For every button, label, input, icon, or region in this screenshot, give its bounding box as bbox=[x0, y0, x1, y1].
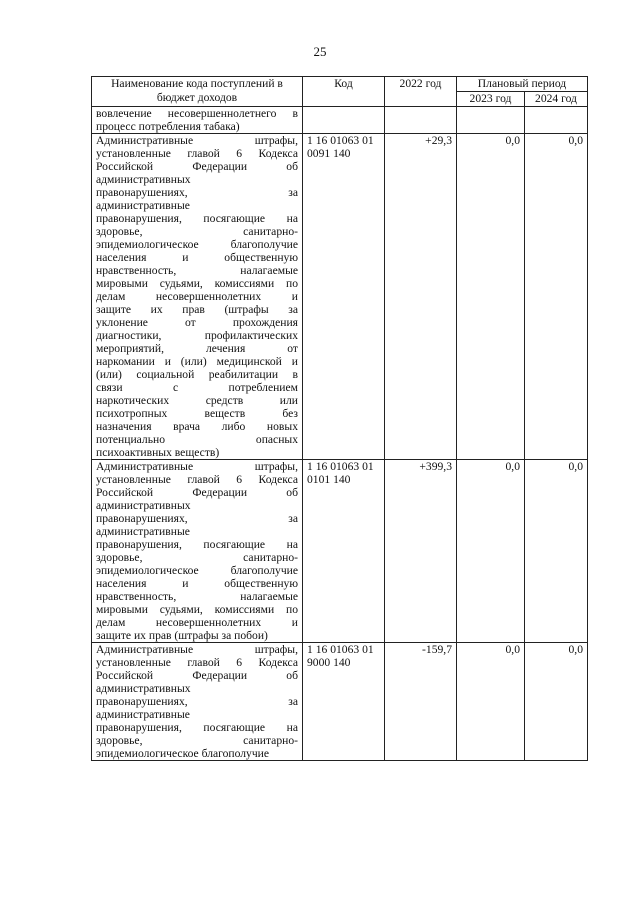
revenue-name bbox=[92, 107, 303, 134]
header-code: Код bbox=[303, 77, 385, 107]
revenue-name bbox=[92, 134, 303, 460]
revenue-name-line: населения и общественную bbox=[96, 577, 298, 590]
revenue-name-line: правонарушения, посягающие на bbox=[96, 212, 298, 225]
header-2022: 2022 год bbox=[385, 77, 457, 107]
revenue-name-line: Российской Федерации об bbox=[96, 486, 298, 499]
revenue-name-line: потенциально опасных bbox=[96, 433, 298, 446]
revenue-name-line: нравственность, налагаемые bbox=[96, 264, 298, 277]
revenue-code bbox=[303, 107, 385, 134]
revenue-name-line: правонарушениях, за bbox=[96, 186, 298, 199]
revenue-name-line: административные bbox=[96, 525, 190, 538]
value-2022 bbox=[385, 107, 457, 134]
revenue-name-line: административные bbox=[96, 708, 190, 721]
table-row bbox=[92, 134, 588, 460]
revenue-name-line: мероприятий, лечения от bbox=[96, 342, 298, 355]
revenue-name-line: административных bbox=[96, 499, 191, 512]
revenue-name-line: защите их прав (штрафы за bbox=[96, 303, 298, 316]
revenue-name-line: вовлечение несовершеннолетнего в bbox=[96, 107, 298, 120]
value-2023: 0,0 bbox=[457, 460, 525, 643]
value-2022: -159,7 bbox=[385, 643, 457, 761]
revenue-name bbox=[92, 643, 303, 761]
revenue-code: 1 16 01063 01 9000 140 bbox=[303, 643, 385, 761]
revenue-name-line: здоровье, санитарно- bbox=[96, 734, 298, 747]
budget-revenue-table bbox=[91, 76, 588, 761]
value-2023 bbox=[457, 107, 525, 134]
revenue-code: 1 16 01063 01 0101 140 bbox=[303, 460, 385, 643]
revenue-name-line: Административные штрафы, bbox=[96, 134, 298, 147]
revenue-name-line: эпидемиологическое благополучие bbox=[96, 747, 270, 760]
revenue-name-line: Административные штрафы, bbox=[96, 460, 298, 473]
value-2024: 0,0 bbox=[525, 134, 588, 460]
revenue-name-line: делам несовершеннолетних и bbox=[96, 290, 298, 303]
revenue-name-line: административных bbox=[96, 682, 191, 695]
value-2023: 0,0 bbox=[457, 134, 525, 460]
revenue-name-line: назначения врача либо новых bbox=[96, 420, 298, 433]
table-row bbox=[92, 107, 588, 134]
revenue-name-line: уклонение от прохождения bbox=[96, 316, 298, 329]
revenue-name-line: защите их прав (штрафы за побои) bbox=[96, 629, 268, 642]
header-planned-period: Плановый период bbox=[457, 77, 588, 92]
revenue-name-line: связи с потреблением bbox=[96, 381, 298, 394]
value-2024: 0,0 bbox=[525, 460, 588, 643]
revenue-name-line: установленные главой 6 Кодекса bbox=[96, 656, 298, 669]
table-row bbox=[92, 643, 588, 761]
revenue-name-line: делам несовершеннолетних и bbox=[96, 616, 298, 629]
revenue-name-line: установленные главой 6 Кодекса bbox=[96, 147, 298, 160]
revenue-name-line: административных bbox=[96, 173, 191, 186]
revenue-name-line: диагностики, профилактических bbox=[96, 329, 298, 342]
revenue-name-line: административные bbox=[96, 199, 190, 212]
value-2024: 0,0 bbox=[525, 643, 588, 761]
revenue-name-line: процесс потребления табака) bbox=[96, 120, 240, 133]
revenue-name-line: правонарушениях, за bbox=[96, 512, 298, 525]
revenue-name-line: наркотических средств или bbox=[96, 394, 298, 407]
revenue-name-line: (или) социальной реабилитации в bbox=[96, 368, 298, 381]
revenue-name-line: установленные главой 6 Кодекса bbox=[96, 473, 298, 486]
revenue-name-line: наркомании и (или) медицинской и bbox=[96, 355, 298, 368]
table-row bbox=[92, 460, 588, 643]
revenue-name-line: мировыми судьями, комиссиями по bbox=[96, 603, 298, 616]
revenue-name-line: эпидемиологическое благополучие bbox=[96, 238, 298, 251]
revenue-name-line: населения и общественную bbox=[96, 251, 298, 264]
revenue-name-line: правонарушениях, за bbox=[96, 695, 298, 708]
revenue-name-line: психоактивных веществ) bbox=[96, 446, 220, 459]
revenue-name-line: мировыми судьями, комиссиями по bbox=[96, 277, 298, 290]
revenue-name-line: эпидемиологическое благополучие bbox=[96, 564, 298, 577]
value-2024 bbox=[525, 107, 588, 134]
revenue-name-line: здоровье, санитарно- bbox=[96, 225, 298, 238]
page-number: 25 bbox=[313, 44, 327, 59]
revenue-code: 1 16 01063 01 0091 140 bbox=[303, 134, 385, 460]
revenue-name-line: Российской Федерации об bbox=[96, 160, 298, 173]
revenue-name-line: Российской Федерации об bbox=[96, 669, 298, 682]
revenue-name bbox=[92, 460, 303, 643]
revenue-name-line: Административные штрафы, bbox=[96, 643, 298, 656]
table-body bbox=[92, 107, 588, 761]
revenue-name-line: здоровье, санитарно- bbox=[96, 551, 298, 564]
header-name: Наименование кода поступлений в бюджет доходов bbox=[92, 77, 303, 107]
header-2024: 2024 год bbox=[525, 92, 588, 107]
revenue-name-line: правонарушения, посягающие на bbox=[96, 538, 298, 551]
header-2023: 2023 год bbox=[457, 92, 525, 107]
revenue-name-line: правонарушения, посягающие на bbox=[96, 721, 298, 734]
value-2022: +29,3 bbox=[385, 134, 457, 460]
revenue-name-line: психотропных веществ без bbox=[96, 407, 298, 420]
revenue-name-line: нравственность, налагаемые bbox=[96, 590, 298, 603]
value-2022: +399,3 bbox=[385, 460, 457, 643]
value-2023: 0,0 bbox=[457, 643, 525, 761]
